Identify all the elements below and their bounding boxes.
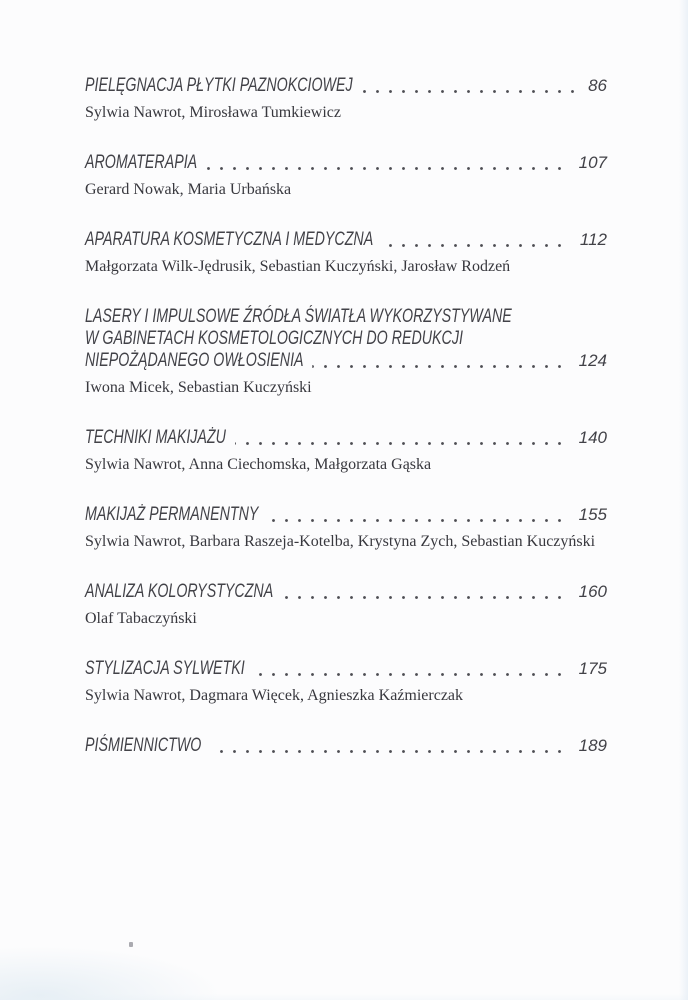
toc-title: NIEPOŻĄDANEGO OWŁOSIENIA — [85, 350, 313, 372]
toc-title: APARATURA KOSMETYCZNA I MEDYCZNA — [85, 229, 382, 251]
table-of-contents — [85, 75, 607, 786]
toc-line — [85, 152, 607, 174]
toc-title: W GABINETACH KOSMETOLOGICZNYCH DO REDUKCJI — [85, 328, 472, 350]
toc-entry — [85, 658, 607, 706]
toc-title: TECHNIKI MAKIJAŻU — [85, 427, 235, 449]
toc-line — [85, 735, 607, 757]
page-number: 112 — [567, 229, 607, 251]
toc-entry — [85, 504, 607, 552]
toc-entry — [85, 735, 607, 757]
toc-line — [85, 427, 607, 449]
toc-line — [85, 75, 607, 97]
page-number: 189 — [566, 735, 607, 757]
toc-title: STYLIZACJA SYLWETKI — [85, 658, 254, 680]
page-number: 124 — [566, 350, 607, 372]
toc-entry — [85, 581, 607, 629]
toc-title: AROMATERAPIA — [85, 152, 206, 174]
scan-artifact-speck — [129, 942, 133, 947]
toc-entry — [85, 152, 607, 200]
toc-title: ANALIZA KOLORYSTYCZNA — [85, 581, 282, 603]
toc-line — [85, 229, 607, 251]
toc-entry — [85, 427, 607, 475]
authors-line: Gerard Nowak, Maria Urbańska — [85, 181, 292, 198]
toc-title: PIELĘGNACJA PŁYTKI PAZNOKCIOWEJ — [85, 75, 362, 97]
toc-line — [85, 504, 607, 526]
page-number: 140 — [566, 427, 607, 449]
toc-entry — [85, 75, 607, 123]
page-number: 107 — [566, 152, 607, 174]
toc-title: LASERY I IMPULSOWE ŹRÓDŁA ŚWIATŁA WYKORZYSTYWANE — [85, 306, 521, 328]
toc-line — [85, 328, 607, 350]
toc-line — [85, 306, 607, 328]
authors-line: Sylwia Nawrot, Anna Ciechomska, Małgorzata Gąska — [85, 456, 432, 473]
page-number: 160 — [566, 581, 607, 603]
authors-line: Sylwia Nawrot, Dagmara Więcek, Agnieszka Kaźmierczak — [85, 687, 464, 704]
toc-title: MAKIJAŻ PERMANENTNY — [85, 504, 267, 526]
toc-entry — [85, 229, 607, 277]
toc-line — [85, 581, 607, 603]
authors-line: Sylwia Nawrot, Mirosława Tumkiewicz — [85, 104, 341, 121]
toc-line — [85, 350, 607, 372]
authors-line: Olaf Tabaczyński — [85, 610, 197, 627]
toc-entry — [85, 306, 607, 398]
toc-title: PIŚMIENNICTWO — [85, 735, 210, 757]
authors-line: Sylwia Nawrot, Barbara Raszeja-Kotelba, Krystyna Zych, Sebastian Kuczyński — [85, 533, 596, 550]
toc-line — [85, 658, 607, 680]
authors-line: Iwona Micek, Sebastian Kuczyński — [85, 379, 312, 396]
page-number: 175 — [566, 658, 607, 680]
page-number: 86 — [575, 75, 607, 97]
authors-line: Małgorzata Wilk-Jędrusik, Sebastian Kuczyński, Jarosław Rodzeń — [85, 258, 511, 275]
page-number: 155 — [566, 504, 607, 526]
